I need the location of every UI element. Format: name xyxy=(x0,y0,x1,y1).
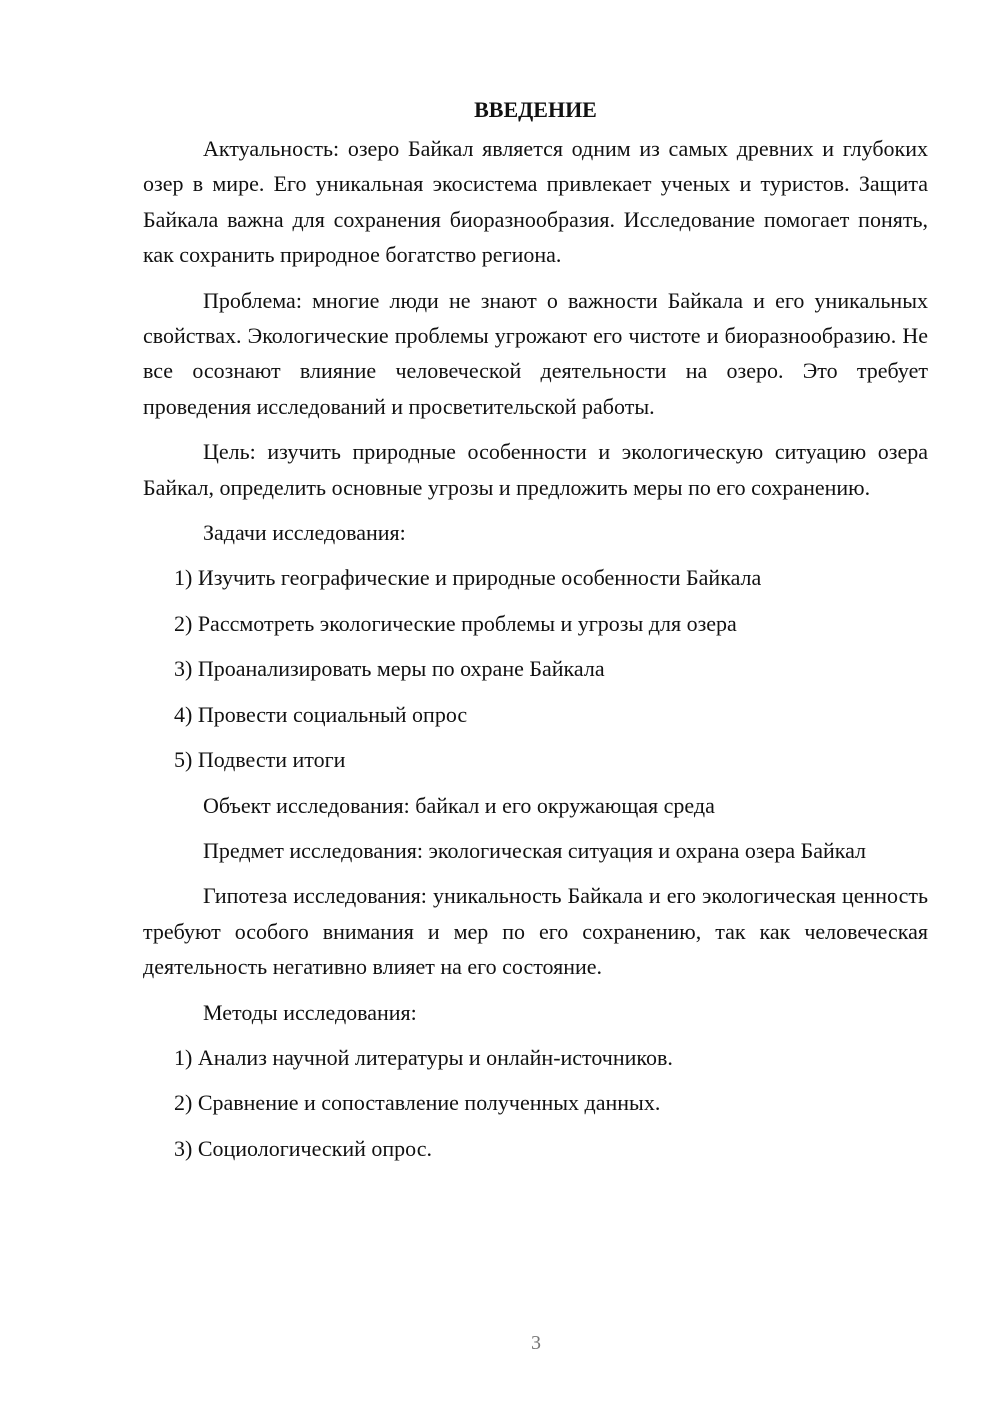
object-paragraph: Объект исследования: байкал и его окружающая среда xyxy=(203,792,715,818)
hypothesis-paragraph: Гипотеза исследования: уникальность Байкала и его экологическая ценность требуют особого внимания и мер по его сохранению, так как человеческая деятельность негативно влияет на его состояние. xyxy=(143,883,928,980)
subject-paragraph: Предмет исследования: экологическая ситуация и охрана озера Байкал xyxy=(203,837,867,863)
list-item: 1) Анализ научной литературы и онлайн-источников. xyxy=(174,1044,673,1070)
relevance-paragraph: Актуальность: озеро Байкал является одним из самых древних и глубоких озер в мире. Его уникальная экосистема привлекает ученых и туристов. Защита Байкала важна для сохранения биоразнообразия. Исследование помогает понять, как сохранить природное богатство региона. xyxy=(143,136,928,268)
goal-paragraph: Цель: изучить природные особенности и экологическую ситуацию озера Байкал, определить основные угрозы и предложить меры по его сохранению. xyxy=(143,439,928,500)
list-item: 3) Проанализировать меры по охране Байкала xyxy=(174,656,605,682)
list-item: 2) Сравнение и сопоставление полученных данных. xyxy=(174,1090,661,1116)
list-item: 5) Подвести итоги xyxy=(174,747,346,773)
list-item: 3) Социологический опрос. xyxy=(174,1135,432,1161)
list-item: 4) Провести социальный опрос xyxy=(174,701,468,727)
problem-paragraph: Проблема: многие люди не знают о важности Байкала и его уникальных свойствах. Экологические проблемы угрожают его чистоте и биоразнообразию. Не все осознают влияние человеческой деятельности на озеро. Это требует проведения исследований и просветительской работы. xyxy=(143,287,928,419)
methods-heading: Методы исследования: xyxy=(203,999,417,1025)
page-title: ВВЕДЕНИЕ xyxy=(474,97,597,122)
list-item: 1) Изучить географические и природные особенности Байкала xyxy=(174,565,762,591)
document-page xyxy=(143,92,928,1176)
page-number: 3 xyxy=(531,1332,541,1354)
tasks-heading: Задачи исследования: xyxy=(203,520,406,546)
methods-list xyxy=(143,1040,928,1166)
list-item: 2) Рассмотреть экологические проблемы и угрозы для озера xyxy=(174,610,737,636)
tasks-list xyxy=(143,560,928,777)
